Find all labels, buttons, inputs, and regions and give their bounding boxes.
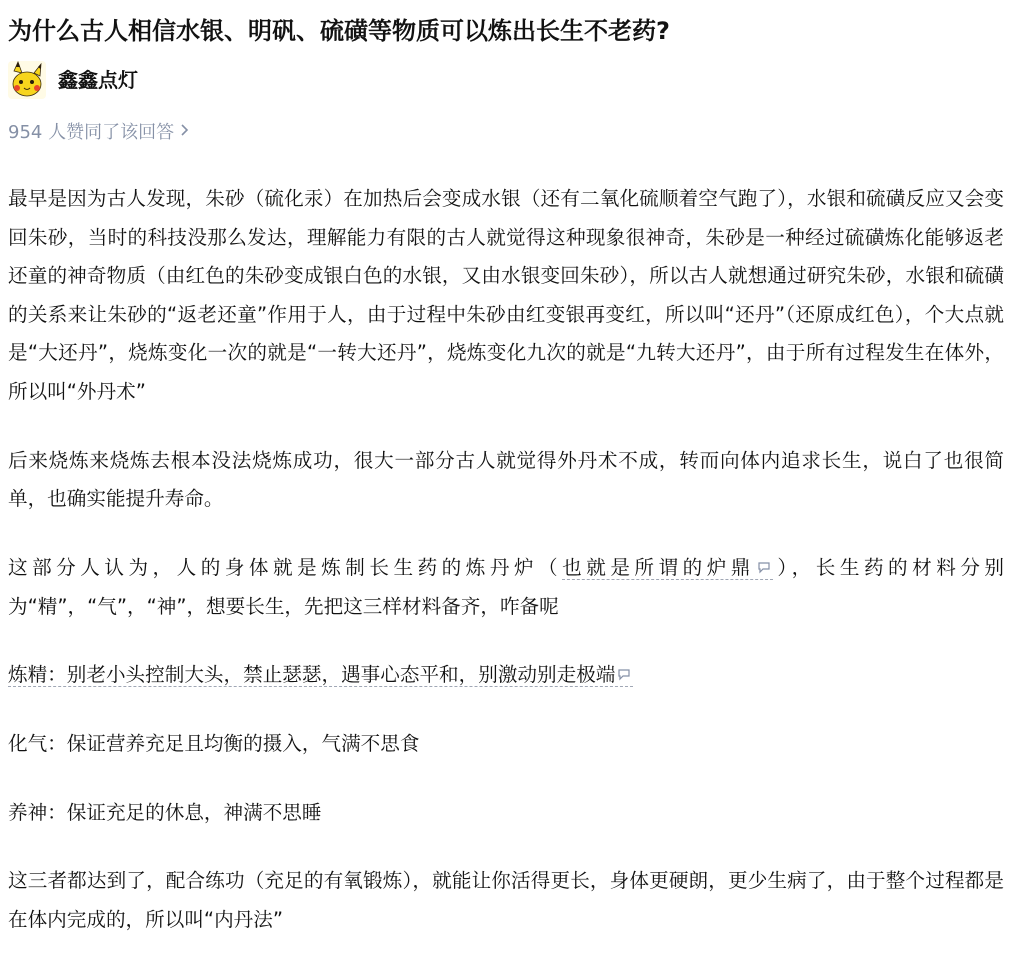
answer-content	[8, 180, 1004, 969]
pikachu-avatar-icon	[8, 61, 46, 99]
answer-paragraph-7: 这三者都达到了，配合练功（充足的有氧锻炼），就能让你活得更长，身体更硬朗，更少生病了，由于整个过程都是在体内完成的，所以叫“内丹法”	[8, 869, 1004, 931]
author-name[interactable]: 鑫鑫点灯	[58, 68, 138, 92]
voteup-count-link[interactable]	[8, 118, 189, 148]
search-bubble-icon	[757, 549, 771, 588]
answer-paragraph-4	[8, 656, 1004, 695]
author-avatar[interactable]	[8, 61, 46, 99]
answer-paragraph-1: 最早是因为古人发现，朱砂（硫化汞）在加热后会变成水银（还有二氧化硫顺着空气跑了），水银和硫磺反应又会变回朱砂，当时的科技没那么发达，理解能力有限的古人就觉得这种现象很神奇，朱砂是一种经过硫磺炼化能够返老还童的神奇物质（由红色的朱砂变成银白色的水银，又由水银变回朱砂），所以古人就想通过研究朱砂，水银和硫磺的关系来让朱砂的“返老还童”作用于人，由于过程中朱砂由红变银再变红，所以叫“还丹”（还原成红色），个大点就是“大还丹”，烧炼变化一次的就是“一转大还丹”，烧炼变化九次的就是“九转大还丹”，由于所有过程发生在体外，所以叫“外丹术”	[8, 187, 1004, 403]
search-keyword-link-furnace[interactable]	[562, 556, 773, 580]
voteup-count-text: 954 人赞同了该回答	[8, 122, 175, 143]
answer-paragraph-2: 后来烧炼来烧炼去根本没法烧炼成功，很大一部分古人就觉得外丹术不成，转而向体内追求长生，说白了也很简单，也确实能提升寿命。	[8, 448, 1004, 511]
keyword-furnace-text: 也就是所谓的炉鼎	[562, 555, 755, 579]
answer-paragraph-5: 化气：保证营养充足且均衡的摄入，气满不思食	[8, 731, 420, 755]
search-bubble-icon	[617, 656, 631, 695]
question-title[interactable]: 为什么古人相信水银、明矾、硫磺等物质可以炼出长生不老药?	[8, 17, 670, 45]
search-keyword-link-lianjing[interactable]	[8, 663, 633, 687]
answer-paragraph-3	[8, 549, 1004, 626]
answer-paragraph-6: 养神：保证充足的休息，神满不思睡	[8, 800, 322, 824]
chevron-right-icon	[180, 118, 189, 148]
paragraph-3-text-after: ），长生药的材料分别为“精”，“气”，“神”，想要长生，先把这三样材料备齐，咋备呢	[8, 555, 1005, 618]
author-info	[8, 60, 138, 100]
keyword-lianjing-text: 炼精：别老小头控制大头，禁止瑟瑟，遇事心态平和，别激动别走极端	[8, 663, 616, 687]
paragraph-3-text-before: 这部分人认为，人的身体就是炼制长生药的炼丹炉（	[8, 555, 563, 579]
